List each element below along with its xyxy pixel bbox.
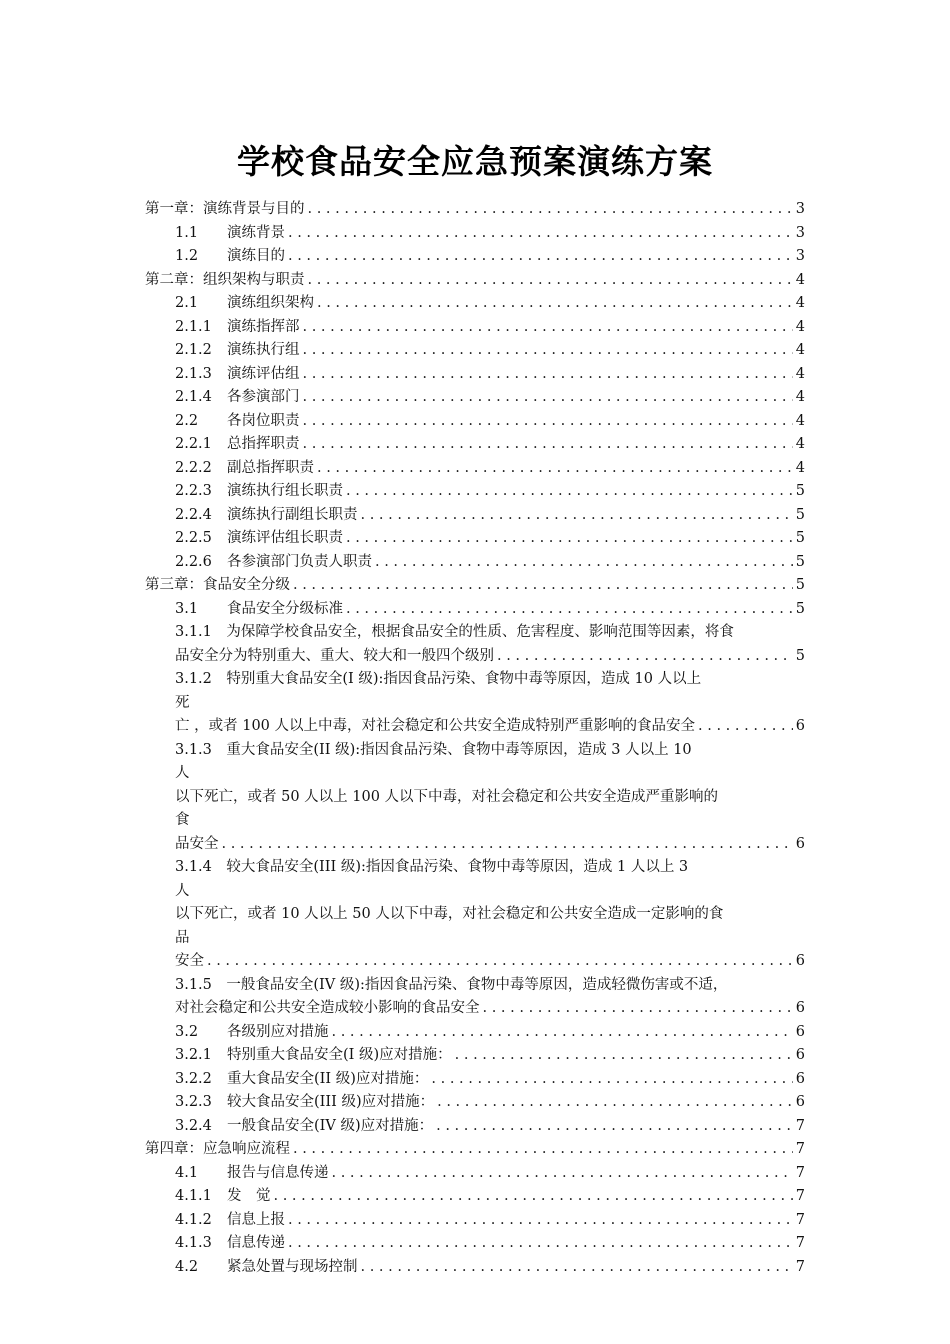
dot-leader <box>303 410 793 434</box>
toc-entry-number: 2.1 <box>175 295 199 311</box>
toc-entry[interactable] <box>145 1138 805 1162</box>
dot-leader <box>222 833 793 857</box>
toc-entry-page: 4 <box>795 318 805 335</box>
toc-entry-number: 第三章： <box>145 577 203 593</box>
dot-leader <box>431 1068 792 1092</box>
toc-entry-page: 7 <box>795 1164 805 1181</box>
toc-entry-number: 2.1.2 <box>175 342 212 358</box>
toc-entry-page: 6 <box>795 1094 805 1110</box>
toc-entry[interactable] <box>145 433 805 457</box>
toc-entry-number: 2.1.4 <box>175 389 212 405</box>
toc-entry-label-line: 人 <box>175 765 190 781</box>
dot-leader <box>346 480 793 504</box>
toc-entry[interactable] <box>145 363 805 387</box>
dot-leader <box>361 504 793 528</box>
toc-entry-label: 演练背景与目的 <box>203 201 305 217</box>
toc-entry-page: 6 <box>795 1047 805 1063</box>
toc-entry-label-line: 品安全 <box>175 835 219 852</box>
toc-entry-label-line: 3.1.5 一般食品安全(IV 级):指因食品污染、食物中毒等原因，造成轻微伤害或不适， <box>175 976 728 993</box>
toc-entry-number: 4.1.3 <box>175 1235 212 1251</box>
toc-entry-page: 5 <box>795 506 805 523</box>
toc-entry-label-line: 3.1.1 为保障学校食品安全，根据食品安全的性质、危害程度、影响范围等因素，将食 <box>175 624 734 640</box>
toc-entry-label-line: 对社会稳定和公共安全造成较小影响的食品安全 <box>175 1000 480 1016</box>
dot-leader <box>332 1162 793 1186</box>
toc-entry[interactable] <box>145 410 805 434</box>
toc-entry-page: 5 <box>795 483 805 499</box>
toc-entry-label: 报告与信息传递 <box>227 1164 329 1181</box>
toc-entry[interactable] <box>145 480 805 504</box>
toc-entry-label: 演练执行组长职责 <box>227 483 343 499</box>
toc-entry-page: 5 <box>795 577 805 593</box>
toc-entry-label: 一般食品安全(IV 级)应对措施： <box>227 1117 434 1134</box>
toc-entry[interactable] <box>145 1115 805 1139</box>
toc-entry-label-line: 以下死亡，或者 10 人以上 50 人以下中毒，对社会稳定和公共安全造成一定影响的食 <box>175 906 724 922</box>
dot-leader <box>483 997 793 1021</box>
toc-entry[interactable] <box>145 222 805 246</box>
toc-entry[interactable] <box>145 1021 805 1045</box>
toc-entry[interactable] <box>145 316 805 340</box>
toc-entry-label: 各岗位职责 <box>227 412 300 429</box>
toc-entry-label-line: 死 <box>175 694 190 711</box>
toc-entry-label: 信息传递 <box>227 1235 285 1251</box>
dot-leader <box>317 457 793 481</box>
toc-entry[interactable] <box>145 574 805 598</box>
dot-leader <box>317 292 793 316</box>
toc-entry-page: 5 <box>795 530 805 546</box>
toc-entry-label: 演练评估组长职责 <box>227 530 343 546</box>
toc-entry-label: 演练执行组 <box>227 342 300 358</box>
toc-entry-number: 第二章： <box>145 271 203 288</box>
toc-entry-multiline[interactable] <box>145 974 805 1021</box>
toc-entry[interactable] <box>145 292 805 316</box>
dot-leader <box>698 715 793 739</box>
toc-entry-multiline[interactable] <box>145 668 805 739</box>
toc-entry-page: 6 <box>795 718 805 734</box>
toc-entry-number: 2.2.1 <box>175 436 212 452</box>
toc-entry-page: 7 <box>795 1117 805 1134</box>
toc-entry-label: 组织架构与职责 <box>203 271 305 288</box>
toc-entry[interactable] <box>145 1232 805 1256</box>
toc-entry-label-line: 3.1.3 重大食品安全(II 级):指因食品污染、食物中毒等原因，造成 3 人以上 10 <box>175 741 692 758</box>
toc-entry-label: 各级别应对措施 <box>227 1023 329 1040</box>
toc-entry-label: 演练执行副组长职责 <box>227 506 358 523</box>
toc-entry[interactable] <box>145 386 805 410</box>
toc-entry-page: 4 <box>795 436 805 452</box>
toc-entry[interactable] <box>145 551 805 575</box>
toc-entry-label-line: 品 <box>175 929 190 946</box>
toc-entry-number: 2.1.3 <box>175 365 212 382</box>
toc-entry-label: 各参演部门负责人职责 <box>227 553 372 570</box>
toc-entry-label: 各参演部门 <box>227 389 300 405</box>
dot-leader <box>293 574 793 598</box>
toc-entry-label: 副总指挥职责 <box>227 459 314 476</box>
toc-entry-label: 特别重大食品安全(I 级)应对措施： <box>227 1047 452 1063</box>
toc-entry-multiline[interactable] <box>145 856 805 974</box>
toc-entry-label: 较大食品安全(III 级)应对措施： <box>227 1094 435 1110</box>
toc-entry-page: 7 <box>795 1188 805 1204</box>
toc-entry-label: 发 觉 <box>227 1188 271 1204</box>
toc-entry[interactable] <box>145 198 805 222</box>
toc-entry-page: 5 <box>795 600 805 617</box>
dot-leader <box>437 1091 793 1115</box>
dot-leader <box>303 363 793 387</box>
dot-leader <box>303 316 793 340</box>
dot-leader <box>361 1256 793 1280</box>
toc-entry-number: 3.2.3 <box>175 1094 212 1110</box>
dot-leader <box>346 527 793 551</box>
toc-entry[interactable] <box>145 1209 805 1233</box>
toc-entry-label-line: 以下死亡，或者 50 人以上 100 人以下中毒，对社会稳定和公共安全造成严重影响的 <box>175 788 719 805</box>
toc-entry-label: 信息上报 <box>227 1211 285 1228</box>
toc-entry-label-line: 品安全分为特别重大、重大、较大和一般四个级别 <box>175 647 494 664</box>
dot-leader <box>308 198 793 222</box>
toc-entry-number: 2.2.2 <box>175 459 212 476</box>
table-of-contents <box>145 198 805 1279</box>
dot-leader <box>455 1044 793 1068</box>
toc-entry-page: 4 <box>795 295 805 311</box>
toc-entry[interactable] <box>145 504 805 528</box>
toc-entry-page: 7 <box>795 1141 805 1157</box>
toc-entry-page: 6 <box>795 1070 805 1087</box>
toc-entry-page: 6 <box>795 835 805 852</box>
toc-entry-number: 2.2 <box>175 412 199 429</box>
toc-entry-page: 7 <box>795 1258 805 1275</box>
toc-entry-number: 2.2.5 <box>175 530 212 546</box>
toc-entry-page: 5 <box>795 553 805 570</box>
toc-entry-number: 3.2.4 <box>175 1117 212 1134</box>
dot-leader <box>288 222 793 246</box>
toc-entry-number: 1.2 <box>175 248 199 264</box>
toc-entry[interactable] <box>145 527 805 551</box>
toc-entry-page: 4 <box>795 342 805 358</box>
toc-entry-page: 6 <box>795 1023 805 1040</box>
toc-entry-page: 3 <box>795 248 805 264</box>
dot-leader <box>288 1209 793 1233</box>
dot-leader <box>436 1115 793 1139</box>
dot-leader <box>375 551 793 575</box>
toc-entry-label: 总指挥职责 <box>227 436 300 452</box>
toc-entry[interactable] <box>145 1068 805 1092</box>
toc-entry-number: 2.1.1 <box>175 318 212 335</box>
dot-leader <box>308 269 793 293</box>
toc-entry-number: 4.2 <box>175 1258 199 1275</box>
document-title: 学校食品安全应急预案演练方案 <box>237 142 713 181</box>
toc-entry-page: 5 <box>795 647 805 664</box>
toc-entry-label: 演练目的 <box>227 248 285 264</box>
toc-entry-label-line: 人 <box>175 882 190 899</box>
toc-entry-number: 4.1.1 <box>175 1188 212 1204</box>
toc-entry[interactable] <box>145 1162 805 1186</box>
dot-leader <box>207 950 793 974</box>
dot-leader <box>497 645 793 669</box>
toc-entry[interactable] <box>145 1091 805 1115</box>
toc-entry-number: 3.2 <box>175 1023 199 1040</box>
toc-entry-label: 紧急处置与现场控制 <box>227 1258 358 1275</box>
toc-entry[interactable] <box>145 269 805 293</box>
dot-leader <box>303 386 793 410</box>
toc-entry-multiline[interactable] <box>145 621 805 668</box>
dot-leader <box>293 1138 793 1162</box>
toc-entry-page: 3 <box>795 201 805 217</box>
toc-entry-number: 第四章： <box>145 1141 203 1157</box>
toc-entry-multiline[interactable] <box>145 739 805 857</box>
toc-entry-label: 重大食品安全(II 级)应对措施： <box>227 1070 429 1087</box>
toc-entry-number: 4.1 <box>175 1164 199 1181</box>
toc-entry-number: 1.1 <box>175 224 199 241</box>
toc-entry-label: 食品安全分级标准 <box>227 600 343 617</box>
toc-entry-page: 4 <box>795 412 805 429</box>
toc-entry-page: 4 <box>795 365 805 382</box>
toc-entry-label-line: 食 <box>175 812 190 828</box>
toc-entry-page: 7 <box>795 1211 805 1228</box>
toc-entry[interactable] <box>145 1044 805 1068</box>
toc-entry-page: 4 <box>795 389 805 405</box>
dot-leader <box>288 245 793 269</box>
toc-entry-label-line: 亡 ，或者 100 人以上中毒，对社会稳定和公共安全造成特别严重影响的食品安全 <box>175 718 696 734</box>
toc-entry-page: 6 <box>795 953 805 969</box>
toc-entry-number: 4.1.2 <box>175 1211 212 1228</box>
toc-entry-page: 6 <box>795 1000 805 1016</box>
toc-entry-label: 演练指挥部 <box>227 318 300 335</box>
toc-entry-number: 2.2.4 <box>175 506 212 523</box>
toc-entry-page: 3 <box>795 224 805 241</box>
toc-entry-number: 3.1 <box>175 600 199 617</box>
toc-entry-label-line: 安全 <box>175 953 204 969</box>
toc-entry-number: 2.2.6 <box>175 553 212 570</box>
toc-entry-label: 演练背景 <box>227 224 285 241</box>
toc-entry-label-line: 3.1.2 特别重大食品安全(I 级):指因食品污染、食物中毒等原因，造成 10 人以上 <box>175 671 702 687</box>
toc-entry-label: 演练组织架构 <box>227 295 314 311</box>
toc-entry[interactable] <box>145 1256 805 1280</box>
toc-entry[interactable] <box>145 457 805 481</box>
toc-entry[interactable] <box>145 1185 805 1209</box>
toc-entry[interactable] <box>145 598 805 622</box>
toc-entry-label: 演练评估组 <box>227 365 300 382</box>
dot-leader <box>303 339 793 363</box>
toc-entry-number: 3.2.2 <box>175 1070 212 1087</box>
dot-leader <box>288 1232 793 1256</box>
toc-entry-page: 7 <box>795 1235 805 1251</box>
dot-leader <box>332 1021 793 1045</box>
toc-entry-page: 4 <box>795 459 805 476</box>
toc-entry-page: 4 <box>795 271 805 288</box>
dot-leader <box>274 1185 793 1209</box>
toc-entry-number: 3.2.1 <box>175 1047 212 1063</box>
toc-entry[interactable] <box>145 245 805 269</box>
toc-entry-label-line: 3.1.4 较大食品安全(III 级):指因食品污染、食物中毒等原因，造成 1 人以上 3 <box>175 859 689 875</box>
dot-leader <box>346 598 793 622</box>
toc-entry[interactable] <box>145 339 805 363</box>
toc-entry-number: 第一章： <box>145 201 203 217</box>
toc-entry-number: 2.2.3 <box>175 483 212 499</box>
toc-entry-label: 应急响应流程 <box>203 1141 290 1157</box>
toc-entry-label: 食品安全分级 <box>203 577 290 593</box>
dot-leader <box>303 433 793 457</box>
